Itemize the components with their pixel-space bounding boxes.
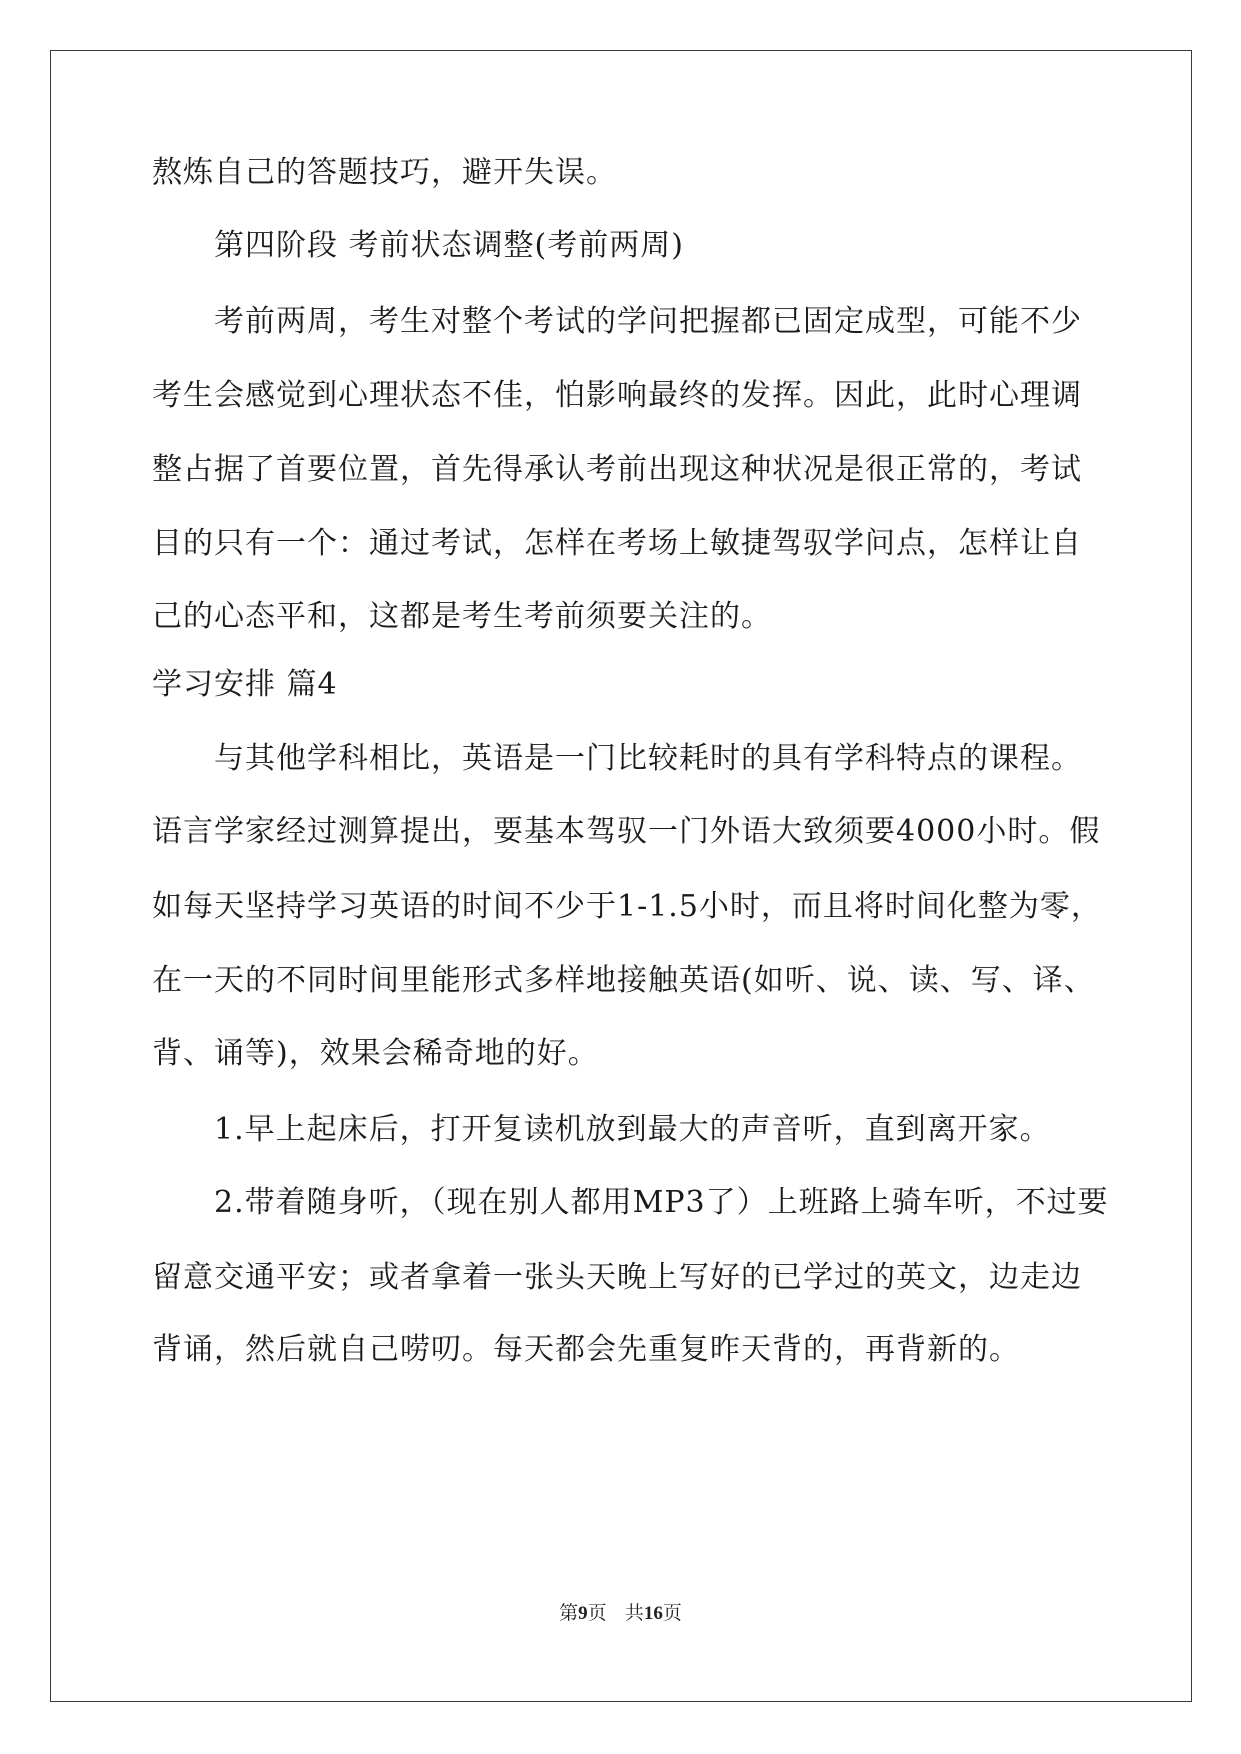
section-title-plan-4: 学习安排 篇4 bbox=[152, 667, 338, 702]
list-item-1: 1.早上起床后，打开复读机放到最大的声音听，直到离开家。 bbox=[214, 1112, 1051, 1147]
paragraph-line-13: 背、诵等)，效果会稀奇地的好。 bbox=[152, 1036, 599, 1071]
total-pages: 16 bbox=[643, 1603, 663, 1624]
page-number: 9 bbox=[578, 1603, 588, 1624]
paragraph-line-5: 整占据了首要位置，首先得承认考前出现这种状况是很正常的，考试 bbox=[152, 452, 1082, 487]
paragraph-line-6: 目的只有一个：通过考试，怎样在考场上敏捷驾驭学问点，怎样让自 bbox=[152, 526, 1082, 561]
paragraph-line-10: 语言学家经过测算提出，要基本驾驭一门外语大致须要4000小时。假 bbox=[152, 814, 1101, 849]
page-footer bbox=[0, 1601, 1241, 1626]
paragraph-line-9: 与其他学科相比，英语是一门比较耗时的具有学科特点的课程。 bbox=[214, 741, 1082, 776]
paragraph-line-1: 熬炼自己的答题技巧，避开失误。 bbox=[152, 155, 617, 190]
paragraph-line-16: 留意交通平安；或者拿着一张头天晚上写好的已学过的英文，边走边 bbox=[152, 1260, 1082, 1295]
paragraph-line-17: 背诵，然后就自己唠叨。每天都会先重复昨天背的，再背新的。 bbox=[152, 1332, 1020, 1367]
page-prefix: 第 bbox=[559, 1602, 579, 1624]
paragraph-line-3: 考前两周，考生对整个考试的学问把握都已固定成型，可能不少 bbox=[214, 304, 1082, 339]
paragraph-line-12: 在一天的不同时间里能形式多样地接触英语(如听、说、读、写、译、 bbox=[152, 963, 1095, 998]
page-border bbox=[50, 50, 1192, 1702]
section-heading-stage-4: 第四阶段 考前状态调整(考前两周) bbox=[214, 228, 684, 263]
page-suffix: 页 bbox=[587, 1602, 607, 1624]
paragraph-line-11: 如每天坚持学习英语的时间不少于1-1.5小时，而且将时间化整为零， bbox=[152, 889, 1102, 924]
paragraph-line-7: 己的心态平和，这都是考生考前须要关注的。 bbox=[152, 599, 772, 634]
paragraph-line-4: 考生会感觉到心理状态不佳，怕影响最终的发挥。因此，此时心理调 bbox=[152, 378, 1082, 413]
total-suffix: 页 bbox=[662, 1602, 682, 1624]
total-prefix: 共 bbox=[624, 1602, 644, 1624]
list-item-2: 2.带着随身听，（现在别人都用MP3了）上班路上骑车听，不过要 bbox=[214, 1185, 1109, 1220]
